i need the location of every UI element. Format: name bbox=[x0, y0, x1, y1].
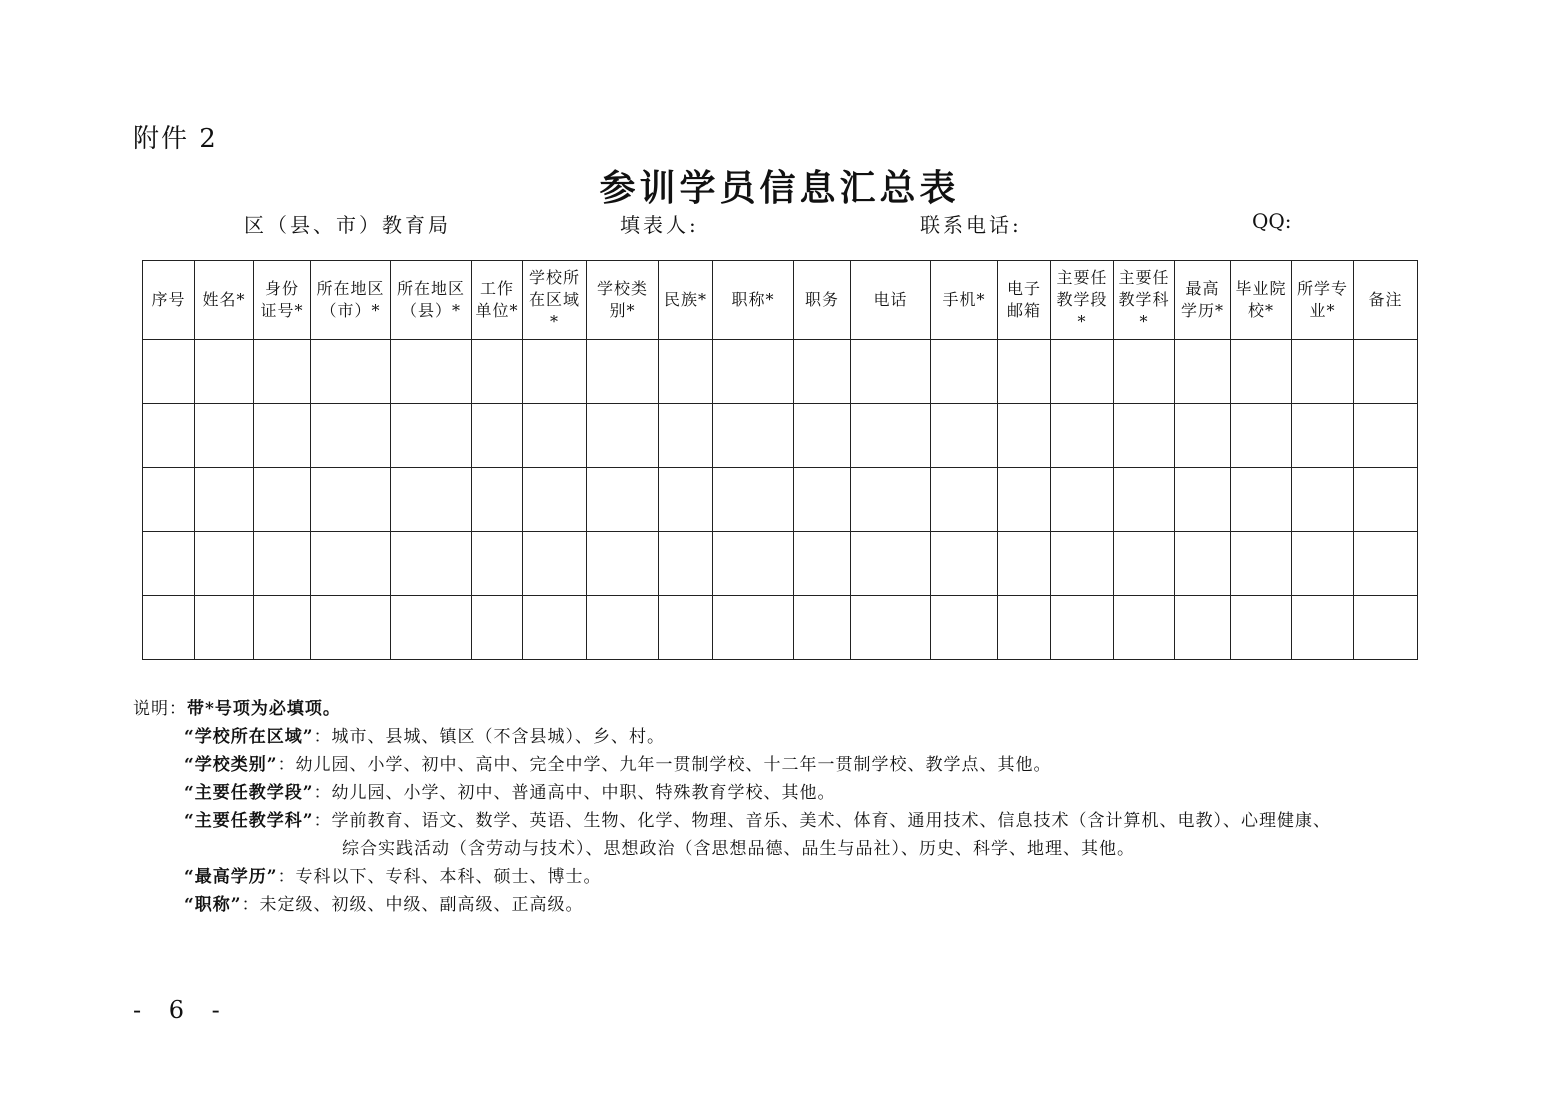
trainee-info-table bbox=[142, 260, 1418, 660]
table-cell[interactable] bbox=[851, 532, 931, 596]
table-cell[interactable] bbox=[472, 532, 523, 596]
table-cell[interactable] bbox=[254, 596, 311, 660]
note-item-label: “职称” bbox=[184, 895, 242, 915]
table-cell[interactable] bbox=[523, 340, 587, 404]
table-cell[interactable] bbox=[1231, 340, 1292, 404]
table-cell[interactable] bbox=[1231, 596, 1292, 660]
column-header: 最高 学历* bbox=[1175, 261, 1231, 340]
table-cell[interactable] bbox=[254, 532, 311, 596]
table-cell[interactable] bbox=[931, 596, 998, 660]
table-header-row bbox=[143, 261, 1418, 340]
column-header: 身份 证号* bbox=[254, 261, 311, 340]
qq-field-label: QQ: bbox=[1252, 209, 1292, 233]
table-cell[interactable] bbox=[195, 468, 254, 532]
note-item-label: “学校所在区域” bbox=[184, 727, 314, 747]
table-cell[interactable] bbox=[195, 404, 254, 468]
table-cell[interactable] bbox=[713, 404, 794, 468]
note-item-label: “主要任教学段” bbox=[184, 783, 314, 803]
table-cell[interactable] bbox=[998, 404, 1051, 468]
column-header: 序号 bbox=[143, 261, 195, 340]
column-header: 毕业院 校* bbox=[1231, 261, 1292, 340]
table-cell[interactable] bbox=[1292, 340, 1354, 404]
table-cell[interactable] bbox=[587, 532, 659, 596]
column-header: 主要任 教学科 * bbox=[1114, 261, 1175, 340]
table-cell[interactable] bbox=[998, 340, 1051, 404]
table-cell[interactable] bbox=[851, 404, 931, 468]
table-cell[interactable] bbox=[391, 532, 472, 596]
table-cell[interactable] bbox=[1051, 596, 1114, 660]
table-cell[interactable] bbox=[391, 340, 472, 404]
table-cell[interactable] bbox=[1354, 468, 1418, 532]
table-cell[interactable] bbox=[472, 340, 523, 404]
table-cell[interactable] bbox=[523, 468, 587, 532]
table-cell[interactable] bbox=[391, 468, 472, 532]
table-cell[interactable] bbox=[143, 468, 195, 532]
note-intro bbox=[133, 694, 341, 719]
table-cell[interactable] bbox=[1114, 404, 1175, 468]
note-item-text: ：幼儿园、小学、初中、高中、完全中学、九年一贯制学校、十二年一贯制学校、教学点、其他。 bbox=[277, 755, 1052, 775]
note-item bbox=[184, 890, 584, 915]
table-cell[interactable] bbox=[659, 404, 713, 468]
table-cell[interactable] bbox=[143, 340, 195, 404]
note-item-label: “学校类别” bbox=[184, 755, 278, 775]
table-body bbox=[143, 340, 1418, 660]
table-cell[interactable] bbox=[794, 404, 851, 468]
table-cell[interactable] bbox=[931, 532, 998, 596]
table-cell[interactable] bbox=[587, 468, 659, 532]
table-cell[interactable] bbox=[998, 468, 1051, 532]
table-cell[interactable] bbox=[1354, 340, 1418, 404]
table-cell[interactable] bbox=[1231, 404, 1292, 468]
table-cell[interactable] bbox=[1175, 596, 1231, 660]
table-cell[interactable] bbox=[587, 596, 659, 660]
table-cell[interactable] bbox=[713, 532, 794, 596]
table-cell[interactable] bbox=[794, 340, 851, 404]
bureau-field-label: 区（县、市）教育局 bbox=[244, 213, 451, 237]
table-cell[interactable] bbox=[659, 596, 713, 660]
note-item bbox=[184, 778, 836, 803]
table-cell[interactable] bbox=[311, 340, 391, 404]
note-intro-label: 说明： bbox=[133, 699, 187, 719]
attachment-label: 附件 2 bbox=[133, 124, 218, 154]
note-item bbox=[184, 722, 665, 747]
table-cell[interactable] bbox=[1231, 468, 1292, 532]
table-cell[interactable] bbox=[391, 404, 472, 468]
table-cell[interactable] bbox=[472, 468, 523, 532]
table-cell[interactable] bbox=[794, 596, 851, 660]
note-item-label: “主要任教学科” bbox=[184, 811, 314, 831]
note-item-label: “最高学历” bbox=[184, 867, 278, 887]
table-cell[interactable] bbox=[931, 468, 998, 532]
table-cell[interactable] bbox=[143, 596, 195, 660]
table-cell[interactable] bbox=[1114, 596, 1175, 660]
note-item-continuation: 综合实践活动（含劳动与技术）、思想政治（含思想品德、品生与品社）、历史、科学、地理、其他。 bbox=[342, 839, 1135, 859]
table-cell[interactable] bbox=[143, 404, 195, 468]
table-cell[interactable] bbox=[1175, 468, 1231, 532]
column-header: 学校类 别* bbox=[587, 261, 659, 340]
table-cell[interactable] bbox=[143, 532, 195, 596]
note-item-text: ：学前教育、语文、数学、英语、生物、化学、物理、音乐、美术、体育、通用技术、信息技术（含计算机、电教）、心理健康、 bbox=[313, 811, 1332, 831]
table-cell[interactable] bbox=[1292, 468, 1354, 532]
table-cell[interactable] bbox=[195, 532, 254, 596]
column-header: 所在地区 （县）* bbox=[391, 261, 472, 340]
table-cell[interactable] bbox=[1051, 340, 1114, 404]
table-cell[interactable] bbox=[311, 596, 391, 660]
table-cell[interactable] bbox=[254, 404, 311, 468]
table-cell[interactable] bbox=[851, 468, 931, 532]
note-item-text: ：专科以下、专科、本科、硕士、博士。 bbox=[277, 867, 602, 887]
column-header: 学校所 在区域 * bbox=[523, 261, 587, 340]
table-cell[interactable] bbox=[1292, 532, 1354, 596]
column-header: 职务 bbox=[794, 261, 851, 340]
table-cell[interactable] bbox=[1051, 532, 1114, 596]
page-title: 参训学员信息汇总表 bbox=[599, 167, 960, 209]
note-item bbox=[184, 750, 1052, 775]
table-cell[interactable] bbox=[998, 596, 1051, 660]
column-header: 姓名* bbox=[195, 261, 254, 340]
table-cell[interactable] bbox=[391, 596, 472, 660]
table-cell[interactable] bbox=[931, 404, 998, 468]
table-row bbox=[143, 340, 1418, 404]
table-cell[interactable] bbox=[1051, 404, 1114, 468]
table-cell[interactable] bbox=[659, 468, 713, 532]
note-item-text: ：幼儿园、小学、初中、普通高中、中职、特殊教育学校、其他。 bbox=[313, 783, 836, 803]
table-cell[interactable] bbox=[1354, 404, 1418, 468]
table-cell[interactable] bbox=[523, 404, 587, 468]
page-number: - 6 - bbox=[133, 996, 230, 1024]
table-cell[interactable] bbox=[1175, 340, 1231, 404]
table-cell[interactable] bbox=[659, 532, 713, 596]
table-cell[interactable] bbox=[1354, 532, 1418, 596]
table-row bbox=[143, 468, 1418, 532]
table-cell[interactable] bbox=[1292, 404, 1354, 468]
column-header: 手机* bbox=[931, 261, 998, 340]
table-cell[interactable] bbox=[1175, 532, 1231, 596]
table-cell[interactable] bbox=[713, 468, 794, 532]
table-cell[interactable] bbox=[1354, 596, 1418, 660]
note-item-text: ：未定级、初级、中级、副高级、正高级。 bbox=[241, 895, 584, 915]
table-cell[interactable] bbox=[311, 404, 391, 468]
column-header: 所在地区 （市）* bbox=[311, 261, 391, 340]
table-cell[interactable] bbox=[523, 596, 587, 660]
column-header: 电子 邮箱 bbox=[998, 261, 1051, 340]
table-cell[interactable] bbox=[713, 340, 794, 404]
table-cell[interactable] bbox=[311, 532, 391, 596]
table-cell[interactable] bbox=[713, 596, 794, 660]
table-cell[interactable] bbox=[794, 532, 851, 596]
table-cell[interactable] bbox=[794, 468, 851, 532]
table-cell[interactable] bbox=[254, 468, 311, 532]
column-header: 电话 bbox=[851, 261, 931, 340]
table-cell[interactable] bbox=[1051, 468, 1114, 532]
table-cell[interactable] bbox=[851, 596, 931, 660]
table-cell[interactable] bbox=[1231, 532, 1292, 596]
note-item bbox=[184, 806, 1331, 831]
table-cell[interactable] bbox=[195, 340, 254, 404]
column-header: 民族* bbox=[659, 261, 713, 340]
table-cell[interactable] bbox=[254, 340, 311, 404]
table-cell[interactable] bbox=[1292, 596, 1354, 660]
table-row bbox=[143, 404, 1418, 468]
table-cell[interactable] bbox=[1114, 532, 1175, 596]
table-cell[interactable] bbox=[587, 340, 659, 404]
filler-field-label: 填表人: bbox=[620, 213, 699, 237]
note-item bbox=[184, 862, 602, 887]
table-cell[interactable] bbox=[472, 404, 523, 468]
table-cell[interactable] bbox=[1114, 340, 1175, 404]
phone-field-label: 联系电话: bbox=[920, 213, 1022, 237]
table-cell[interactable] bbox=[472, 596, 523, 660]
table-cell[interactable] bbox=[195, 596, 254, 660]
column-header: 备注 bbox=[1354, 261, 1418, 340]
table-cell[interactable] bbox=[931, 340, 998, 404]
table-row bbox=[143, 532, 1418, 596]
column-header: 职称* bbox=[713, 261, 794, 340]
table-row bbox=[143, 596, 1418, 660]
column-header: 工作 单位* bbox=[472, 261, 523, 340]
table-cell[interactable] bbox=[1175, 404, 1231, 468]
note-item-text: ：城市、县城、镇区（不含县城）、乡、村。 bbox=[313, 727, 666, 747]
column-header: 所学专 业* bbox=[1292, 261, 1354, 340]
column-header: 主要任 教学段 * bbox=[1051, 261, 1114, 340]
table-cell[interactable] bbox=[998, 532, 1051, 596]
note-intro-text: 带*号项为必填项。 bbox=[187, 699, 341, 719]
table-cell[interactable] bbox=[523, 532, 587, 596]
table-cell[interactable] bbox=[1114, 468, 1175, 532]
table-cell[interactable] bbox=[311, 468, 391, 532]
table-cell[interactable] bbox=[851, 340, 931, 404]
table-cell[interactable] bbox=[659, 340, 713, 404]
table-cell[interactable] bbox=[587, 404, 659, 468]
